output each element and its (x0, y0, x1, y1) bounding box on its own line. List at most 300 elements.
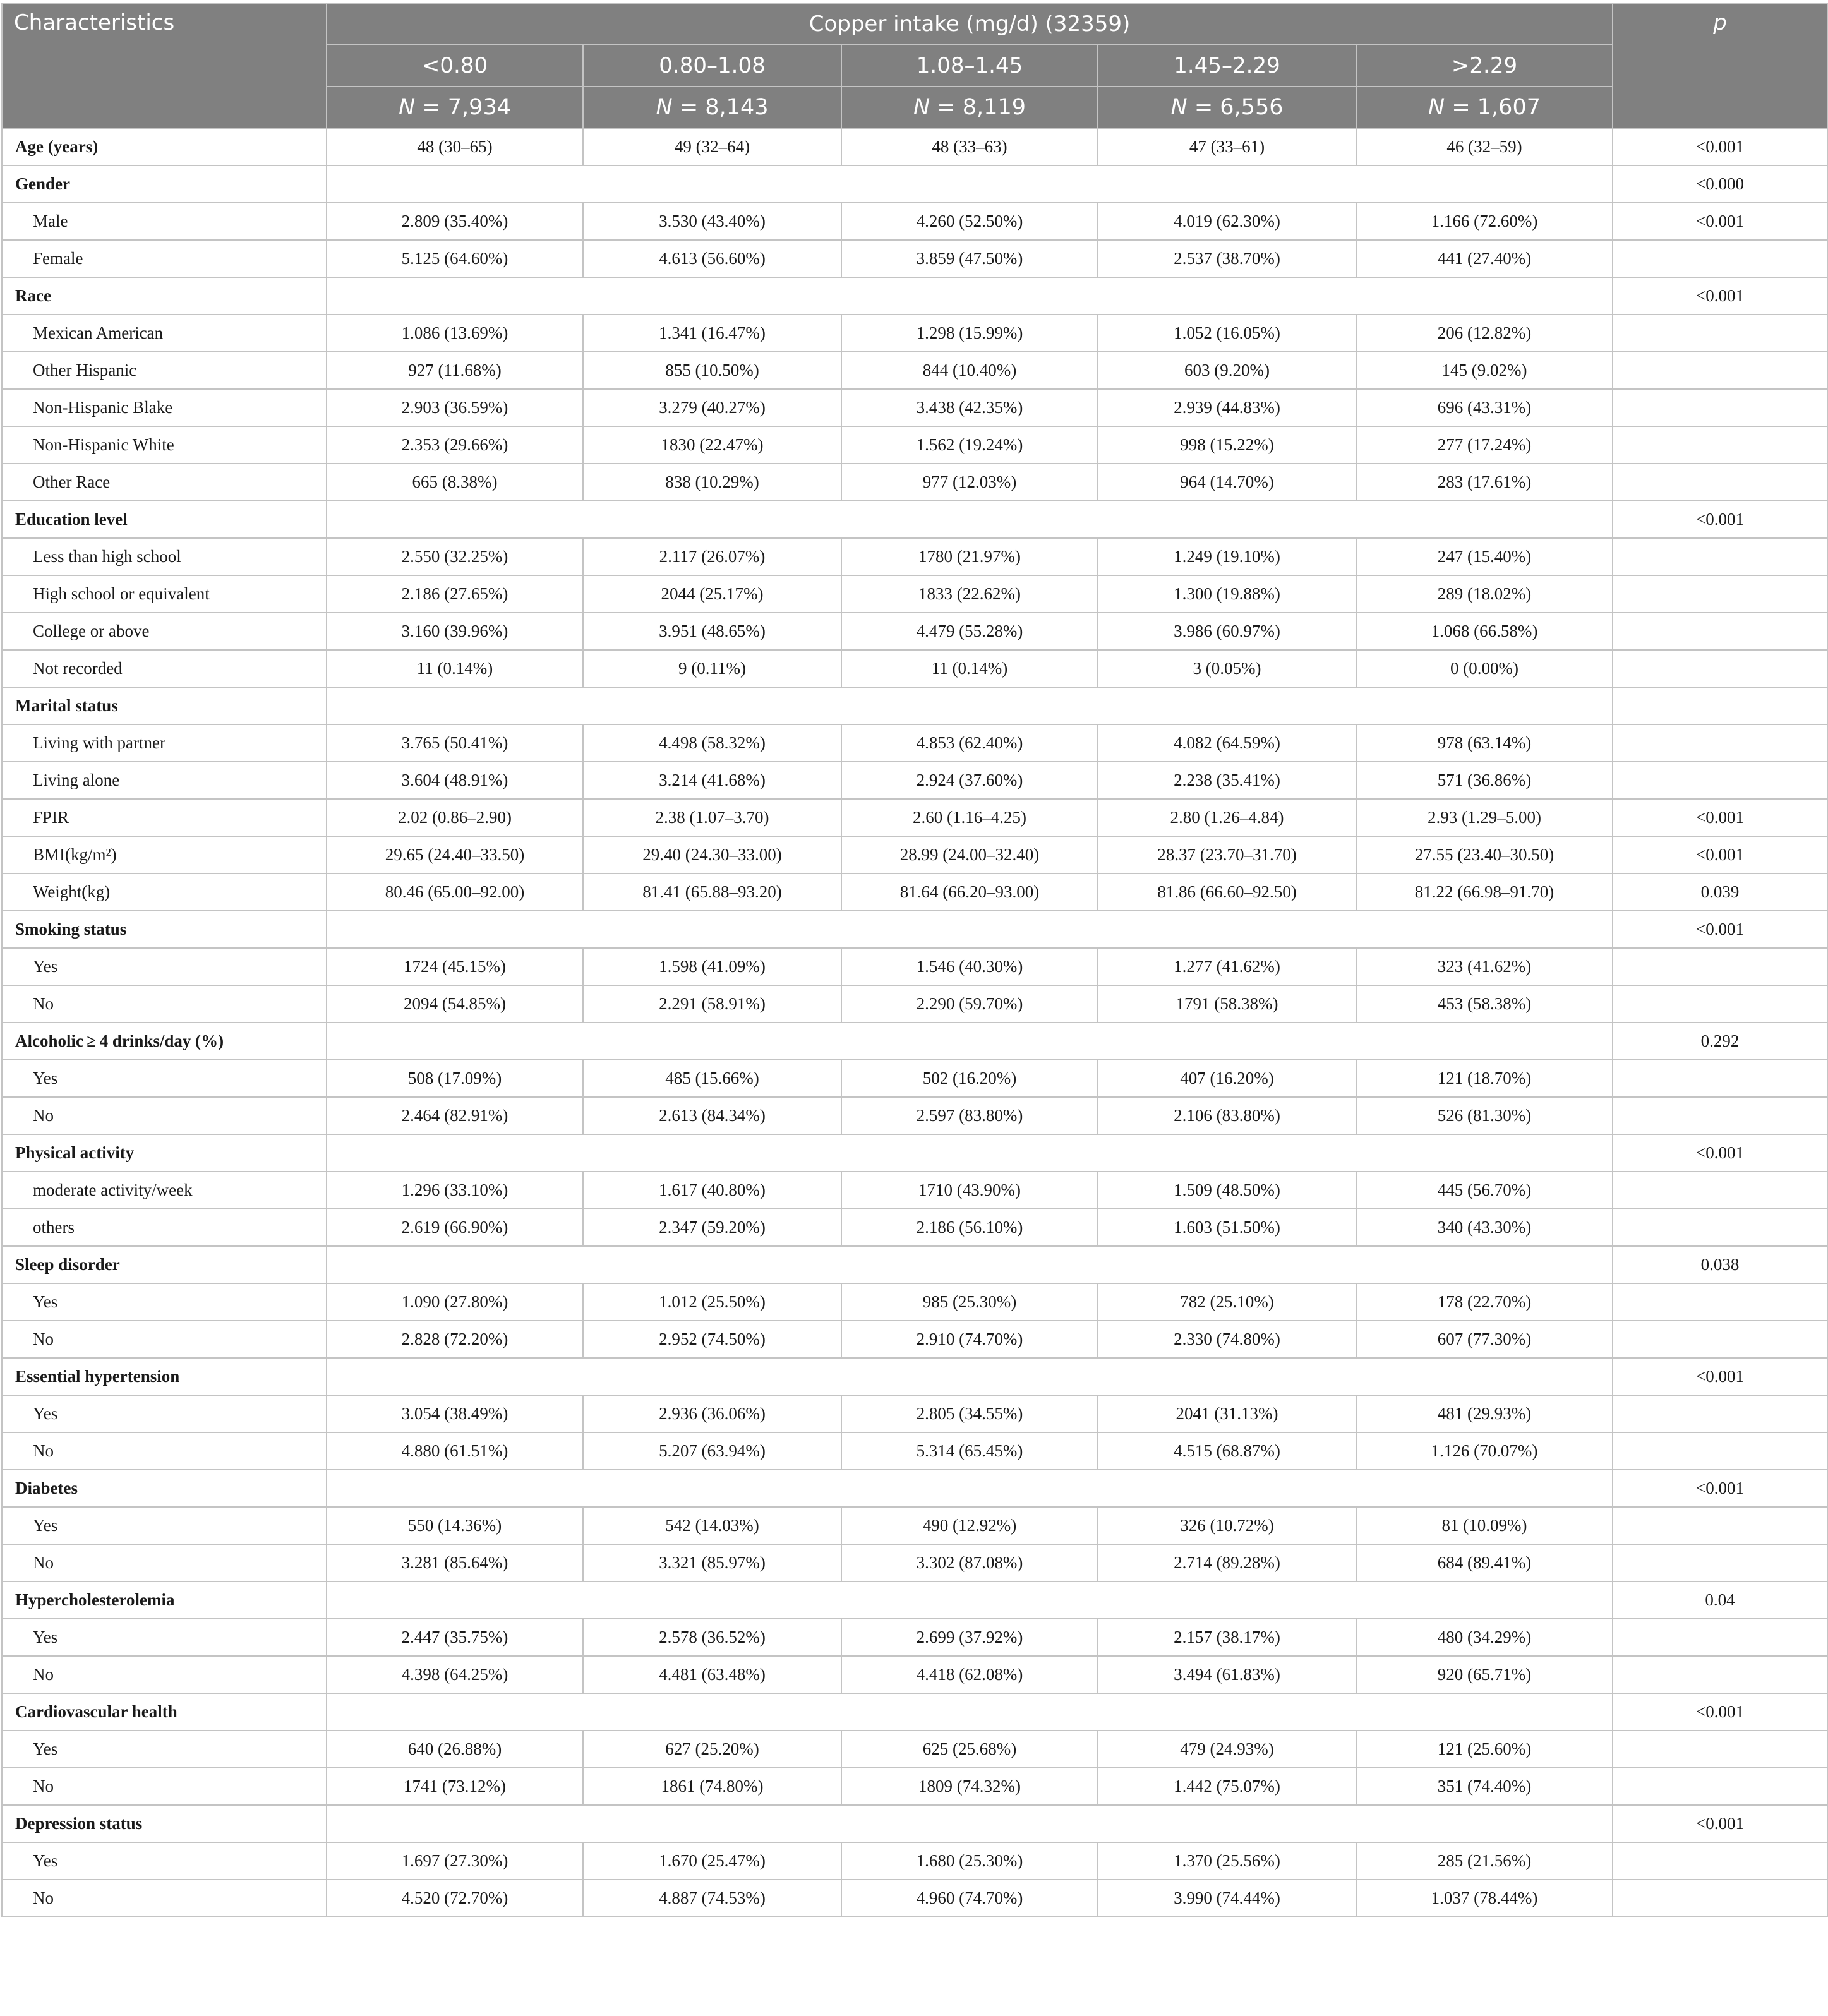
value-cell: 49 (32–64) (583, 128, 841, 165)
group-range-header: 0.80–1.08 (583, 45, 841, 87)
group-n-value: = 8,119 (937, 95, 1026, 120)
row-label: Other Race (2, 464, 327, 501)
value-cell: 2.613 (84.34%) (583, 1097, 841, 1134)
table-row (2, 538, 1827, 575)
value-cell: 2.38 (1.07–3.70) (583, 799, 841, 836)
row-label: No (2, 1321, 327, 1358)
p-value-header: p (1613, 3, 1827, 128)
empty-span-cell (327, 1470, 1613, 1507)
p-value-cell (1613, 1283, 1827, 1321)
value-cell: 206 (12.82%) (1356, 315, 1613, 352)
p-value-cell (1613, 1060, 1827, 1097)
value-cell: 2.447 (35.75%) (327, 1619, 583, 1656)
row-label: Diabetes (2, 1470, 327, 1507)
table-row (2, 1172, 1827, 1209)
row-label: Living with partner (2, 724, 327, 762)
table-row (2, 277, 1827, 315)
value-cell: 3.986 (60.97%) (1098, 613, 1356, 650)
empty-span-cell (327, 277, 1613, 315)
value-cell: 1833 (22.62%) (841, 575, 1098, 613)
row-label: Race (2, 277, 327, 315)
p-value-cell (1613, 426, 1827, 464)
value-cell: 1.166 (72.60%) (1356, 203, 1613, 240)
value-cell: 80.46 (65.00–92.00) (327, 873, 583, 911)
table-row (2, 836, 1827, 873)
value-cell: 46 (32–59) (1356, 128, 1613, 165)
value-cell: 2.291 (58.91%) (583, 985, 841, 1023)
value-cell: 351 (74.40%) (1356, 1768, 1613, 1805)
table-row (2, 1619, 1827, 1656)
value-cell: 1.598 (41.09%) (583, 948, 841, 985)
value-cell: 1710 (43.90%) (841, 1172, 1098, 1209)
value-cell: 998 (15.22%) (1098, 426, 1356, 464)
table-row (2, 1656, 1827, 1693)
row-label: College or above (2, 613, 327, 650)
n-symbol: N (399, 95, 416, 120)
table-row (2, 389, 1827, 426)
p-value-cell (1613, 1544, 1827, 1581)
value-cell: 920 (65.71%) (1356, 1656, 1613, 1693)
value-cell: 285 (21.56%) (1356, 1842, 1613, 1880)
table-row (2, 1023, 1827, 1060)
row-label: High school or equivalent (2, 575, 327, 613)
p-value-cell: <0.001 (1613, 128, 1827, 165)
value-cell: 3.214 (41.68%) (583, 762, 841, 799)
value-cell: 47 (33–61) (1098, 128, 1356, 165)
value-cell: 1.300 (19.88%) (1098, 575, 1356, 613)
row-label: No (2, 1880, 327, 1917)
value-cell: 2.550 (32.25%) (327, 538, 583, 575)
value-cell: 3.160 (39.96%) (327, 613, 583, 650)
group-n-header (327, 87, 583, 128)
value-cell: 1.442 (75.07%) (1098, 1768, 1356, 1805)
table-row (2, 1581, 1827, 1619)
value-cell: 3.321 (85.97%) (583, 1544, 841, 1581)
value-cell: 4.887 (74.53%) (583, 1880, 841, 1917)
table-body (2, 128, 1827, 1917)
row-label: No (2, 1432, 327, 1470)
value-cell: 1.037 (78.44%) (1356, 1880, 1613, 1917)
characteristics-header: Characteristics (2, 3, 327, 128)
value-cell: 607 (77.30%) (1356, 1321, 1613, 1358)
value-cell: 5.314 (65.45%) (841, 1432, 1098, 1470)
value-cell: 1.617 (40.80%) (583, 1172, 841, 1209)
table-row (2, 203, 1827, 240)
value-cell: 1.509 (48.50%) (1098, 1172, 1356, 1209)
table-row (2, 426, 1827, 464)
row-label: Non-Hispanic Blake (2, 389, 327, 426)
value-cell: 542 (14.03%) (583, 1507, 841, 1544)
row-label: No (2, 1768, 327, 1805)
value-cell: 855 (10.50%) (583, 352, 841, 389)
empty-span-cell (327, 1805, 1613, 1842)
row-label: Marital status (2, 687, 327, 724)
table-row (2, 911, 1827, 948)
value-cell: 640 (26.88%) (327, 1731, 583, 1768)
p-value-cell: <0.000 (1613, 165, 1827, 203)
value-cell: 2.903 (36.59%) (327, 389, 583, 426)
value-cell: 4.418 (62.08%) (841, 1656, 1098, 1693)
value-cell: 4.613 (56.60%) (583, 240, 841, 277)
value-cell: 2.80 (1.26–4.84) (1098, 799, 1356, 836)
n-symbol: N (656, 95, 673, 120)
p-value-cell: <0.001 (1613, 277, 1827, 315)
value-cell: 479 (24.93%) (1098, 1731, 1356, 1768)
table-row (2, 1805, 1827, 1842)
value-cell: 1.298 (15.99%) (841, 315, 1098, 352)
row-label: Education level (2, 501, 327, 538)
value-cell: 2.952 (74.50%) (583, 1321, 841, 1358)
group-n-value: = 8,143 (679, 95, 769, 120)
value-cell: 3.279 (40.27%) (583, 389, 841, 426)
value-cell: 11 (0.14%) (327, 650, 583, 687)
table-row (2, 575, 1827, 613)
value-cell: 3.530 (43.40%) (583, 203, 841, 240)
value-cell: 247 (15.40%) (1356, 538, 1613, 575)
row-label: Yes (2, 1060, 327, 1097)
p-value-cell (1613, 1395, 1827, 1432)
p-value-cell: <0.001 (1613, 1134, 1827, 1172)
p-value-cell (1613, 1768, 1827, 1805)
table-row (2, 1842, 1827, 1880)
row-label: Other Hispanic (2, 352, 327, 389)
value-cell: 550 (14.36%) (327, 1507, 583, 1544)
value-cell: 1.068 (66.58%) (1356, 613, 1613, 650)
value-cell: 2.699 (37.92%) (841, 1619, 1098, 1656)
value-cell: 28.37 (23.70–31.70) (1098, 836, 1356, 873)
value-cell: 2.714 (89.28%) (1098, 1544, 1356, 1581)
p-value-cell (1613, 650, 1827, 687)
table-row (2, 1880, 1827, 1917)
table-header (2, 3, 1827, 128)
value-cell: 1741 (73.12%) (327, 1768, 583, 1805)
group-range-header: 1.08–1.45 (841, 45, 1098, 87)
value-cell: 1.341 (16.47%) (583, 315, 841, 352)
value-cell: 4.479 (55.28%) (841, 613, 1098, 650)
group-range-header: 1.45–2.29 (1098, 45, 1356, 87)
value-cell: 4.398 (64.25%) (327, 1656, 583, 1693)
p-value-cell: <0.001 (1613, 1470, 1827, 1507)
value-cell: 407 (16.20%) (1098, 1060, 1356, 1097)
value-cell: 1780 (21.97%) (841, 538, 1098, 575)
p-value-cell: 0.039 (1613, 873, 1827, 911)
p-value-cell (1613, 575, 1827, 613)
p-value-cell: 0.292 (1613, 1023, 1827, 1060)
p-value-cell (1613, 1656, 1827, 1693)
value-cell: 1.680 (25.30%) (841, 1842, 1098, 1880)
p-value-cell: 0.04 (1613, 1581, 1827, 1619)
p-value-cell (1613, 1321, 1827, 1358)
value-cell: 2.939 (44.83%) (1098, 389, 1356, 426)
p-value-cell (1613, 948, 1827, 985)
value-cell: 2.809 (35.40%) (327, 203, 583, 240)
table-row (2, 1209, 1827, 1246)
value-cell: 121 (25.60%) (1356, 1731, 1613, 1768)
table-row (2, 1321, 1827, 1358)
value-cell: 2.186 (27.65%) (327, 575, 583, 613)
value-cell: 283 (17.61%) (1356, 464, 1613, 501)
value-cell: 2.936 (36.06%) (583, 1395, 841, 1432)
value-cell: 4.853 (62.40%) (841, 724, 1098, 762)
empty-span-cell (327, 1246, 1613, 1283)
value-cell: 5.125 (64.60%) (327, 240, 583, 277)
p-value-cell (1613, 613, 1827, 650)
table-row (2, 1693, 1827, 1731)
row-label: Living alone (2, 762, 327, 799)
row-label: Weight(kg) (2, 873, 327, 911)
row-label: Cardiovascular health (2, 1693, 327, 1731)
table-row (2, 315, 1827, 352)
value-cell: 2.924 (37.60%) (841, 762, 1098, 799)
value-cell: 81.22 (66.98–91.70) (1356, 873, 1613, 911)
table-row (2, 1470, 1827, 1507)
table-row (2, 650, 1827, 687)
p-value-cell (1613, 985, 1827, 1023)
value-cell: 4.498 (58.32%) (583, 724, 841, 762)
value-cell: 502 (16.20%) (841, 1060, 1098, 1097)
value-cell: 453 (58.38%) (1356, 985, 1613, 1023)
value-cell: 1.562 (19.24%) (841, 426, 1098, 464)
p-value-cell (1613, 464, 1827, 501)
row-label: FPIR (2, 799, 327, 836)
row-label: Yes (2, 1395, 327, 1432)
value-cell: 4.082 (64.59%) (1098, 724, 1356, 762)
row-label: BMI(kg/m²) (2, 836, 327, 873)
table-row (2, 1134, 1827, 1172)
value-cell: 927 (11.68%) (327, 352, 583, 389)
value-cell: 441 (27.40%) (1356, 240, 1613, 277)
value-cell: 4.481 (63.48%) (583, 1656, 841, 1693)
value-cell: 1.546 (40.30%) (841, 948, 1098, 985)
value-cell: 4.260 (52.50%) (841, 203, 1098, 240)
value-cell: 480 (34.29%) (1356, 1619, 1613, 1656)
value-cell: 29.40 (24.30–33.00) (583, 836, 841, 873)
value-cell: 3.859 (47.50%) (841, 240, 1098, 277)
row-label: Non-Hispanic White (2, 426, 327, 464)
table-row (2, 352, 1827, 389)
p-value-cell (1613, 1432, 1827, 1470)
group-n-value: = 6,556 (1194, 95, 1284, 120)
p-value-cell (1613, 1880, 1827, 1917)
value-cell: 4.880 (61.51%) (327, 1432, 583, 1470)
table-row (2, 1731, 1827, 1768)
value-cell: 2.353 (29.66%) (327, 426, 583, 464)
table-row (2, 1358, 1827, 1395)
n-symbol: N (1428, 95, 1445, 120)
value-cell: 29.65 (24.40–33.50) (327, 836, 583, 873)
row-label: No (2, 1097, 327, 1134)
value-cell: 603 (9.20%) (1098, 352, 1356, 389)
table-row (2, 240, 1827, 277)
value-cell: 2.347 (59.20%) (583, 1209, 841, 1246)
row-label: Female (2, 240, 327, 277)
table-row (2, 1097, 1827, 1134)
value-cell: 277 (17.24%) (1356, 426, 1613, 464)
value-cell: 2044 (25.17%) (583, 575, 841, 613)
value-cell: 2.464 (82.91%) (327, 1097, 583, 1134)
value-cell: 665 (8.38%) (327, 464, 583, 501)
value-cell: 696 (43.31%) (1356, 389, 1613, 426)
value-cell: 48 (33–63) (841, 128, 1098, 165)
table-row (2, 1432, 1827, 1470)
value-cell: 81 (10.09%) (1356, 1507, 1613, 1544)
value-cell: 81.64 (66.20–93.00) (841, 873, 1098, 911)
value-cell: 3.494 (61.83%) (1098, 1656, 1356, 1693)
row-label: Yes (2, 1283, 327, 1321)
table-row (2, 1507, 1827, 1544)
row-label: Mexican American (2, 315, 327, 352)
table-row (2, 724, 1827, 762)
value-cell: 3 (0.05%) (1098, 650, 1356, 687)
value-cell: 571 (36.86%) (1356, 762, 1613, 799)
row-label: moderate activity/week (2, 1172, 327, 1209)
value-cell: 2.330 (74.80%) (1098, 1321, 1356, 1358)
group-n-header (583, 87, 841, 128)
value-cell: 3.438 (42.35%) (841, 389, 1098, 426)
group-n-header (1098, 87, 1356, 128)
group-n-header (1356, 87, 1613, 128)
row-label: Yes (2, 1507, 327, 1544)
value-cell: 2.02 (0.86–2.90) (327, 799, 583, 836)
group-n-header (841, 87, 1098, 128)
value-cell: 3.990 (74.44%) (1098, 1880, 1356, 1917)
row-label: Not recorded (2, 650, 327, 687)
value-cell: 27.55 (23.40–30.50) (1356, 836, 1613, 873)
value-cell: 2.117 (26.07%) (583, 538, 841, 575)
row-label: Physical activity (2, 1134, 327, 1172)
table-row (2, 762, 1827, 799)
value-cell: 2.910 (74.70%) (841, 1321, 1098, 1358)
p-value-cell (1613, 352, 1827, 389)
value-cell: 145 (9.02%) (1356, 352, 1613, 389)
row-label: Yes (2, 1731, 327, 1768)
p-value-cell (1613, 1842, 1827, 1880)
value-cell: 2.597 (83.80%) (841, 1097, 1098, 1134)
table-row (2, 1060, 1827, 1097)
p-value-cell (1613, 538, 1827, 575)
value-cell: 1.052 (16.05%) (1098, 315, 1356, 352)
empty-span-cell (327, 1693, 1613, 1731)
row-label: Hypercholesterolemia (2, 1581, 327, 1619)
p-value-cell: <0.001 (1613, 911, 1827, 948)
row-label: Yes (2, 1842, 327, 1880)
p-value-cell: <0.001 (1613, 203, 1827, 240)
value-cell: 289 (18.02%) (1356, 575, 1613, 613)
group-n-value: = 7,934 (422, 95, 511, 120)
row-label: Gender (2, 165, 327, 203)
value-cell: 1861 (74.80%) (583, 1768, 841, 1805)
table-row (2, 948, 1827, 985)
value-cell: 2.828 (72.20%) (327, 1321, 583, 1358)
value-cell: 838 (10.29%) (583, 464, 841, 501)
p-value-cell (1613, 1209, 1827, 1246)
value-cell: 11 (0.14%) (841, 650, 1098, 687)
value-cell: 81.86 (66.60–92.50) (1098, 873, 1356, 911)
p-value-cell (1613, 240, 1827, 277)
value-cell: 1791 (58.38%) (1098, 985, 1356, 1023)
value-cell: 684 (89.41%) (1356, 1544, 1613, 1581)
p-value-cell (1613, 1507, 1827, 1544)
value-cell: 2.619 (66.90%) (327, 1209, 583, 1246)
value-cell: 2041 (31.13%) (1098, 1395, 1356, 1432)
value-cell: 2094 (54.85%) (327, 985, 583, 1023)
p-value-cell: 0.038 (1613, 1246, 1827, 1283)
p-value-cell: <0.001 (1613, 1805, 1827, 1842)
value-cell: 2.290 (59.70%) (841, 985, 1098, 1023)
value-cell: 1.086 (13.69%) (327, 315, 583, 352)
value-cell: 2.238 (35.41%) (1098, 762, 1356, 799)
value-cell: 526 (81.30%) (1356, 1097, 1613, 1134)
table-row (2, 687, 1827, 724)
table-row (2, 464, 1827, 501)
row-label: others (2, 1209, 327, 1246)
row-label: No (2, 1656, 327, 1693)
table-row (2, 1768, 1827, 1805)
p-value-cell: <0.001 (1613, 501, 1827, 538)
row-label: Yes (2, 1619, 327, 1656)
value-cell: 4.515 (68.87%) (1098, 1432, 1356, 1470)
value-cell: 1.277 (41.62%) (1098, 948, 1356, 985)
value-cell: 1809 (74.32%) (841, 1768, 1098, 1805)
value-cell: 490 (12.92%) (841, 1507, 1098, 1544)
row-label: Age (years) (2, 128, 327, 165)
value-cell: 2.186 (56.10%) (841, 1209, 1098, 1246)
value-cell: 3.604 (48.91%) (327, 762, 583, 799)
row-label: Smoking status (2, 911, 327, 948)
value-cell: 178 (22.70%) (1356, 1283, 1613, 1321)
table-row (2, 501, 1827, 538)
value-cell: 340 (43.30%) (1356, 1209, 1613, 1246)
value-cell: 627 (25.20%) (583, 1731, 841, 1768)
value-cell: 844 (10.40%) (841, 352, 1098, 389)
value-cell: 2.157 (38.17%) (1098, 1619, 1356, 1656)
table-row (2, 1246, 1827, 1283)
value-cell: 1.249 (19.10%) (1098, 538, 1356, 575)
table-row (2, 1395, 1827, 1432)
empty-span-cell (327, 501, 1613, 538)
empty-span-cell (327, 1358, 1613, 1395)
value-cell: 1.697 (27.30%) (327, 1842, 583, 1880)
value-cell: 485 (15.66%) (583, 1060, 841, 1097)
group-n-value: = 1,607 (1452, 95, 1541, 120)
row-label: Depression status (2, 1805, 327, 1842)
value-cell: 121 (18.70%) (1356, 1060, 1613, 1097)
n-symbol: N (1170, 95, 1188, 120)
p-value-cell (1613, 389, 1827, 426)
copper-intake-header: Copper intake (mg/d) (32359) (327, 3, 1613, 45)
value-cell: 2.60 (1.16–4.25) (841, 799, 1098, 836)
value-cell: 81.41 (65.88–93.20) (583, 873, 841, 911)
table-row (2, 873, 1827, 911)
value-cell: 481 (29.93%) (1356, 1395, 1613, 1432)
value-cell: 0 (0.00%) (1356, 650, 1613, 687)
value-cell: 1.370 (25.56%) (1098, 1842, 1356, 1880)
table-row (2, 799, 1827, 836)
group-range-header: <0.80 (327, 45, 583, 87)
p-value-cell (1613, 724, 1827, 762)
row-label: No (2, 985, 327, 1023)
row-label: Essential hypertension (2, 1358, 327, 1395)
value-cell: 9 (0.11%) (583, 650, 841, 687)
empty-span-cell (327, 165, 1613, 203)
value-cell: 4.019 (62.30%) (1098, 203, 1356, 240)
p-value-cell: <0.001 (1613, 799, 1827, 836)
value-cell: 508 (17.09%) (327, 1060, 583, 1097)
value-cell: 3.302 (87.08%) (841, 1544, 1098, 1581)
table-row (2, 1283, 1827, 1321)
value-cell: 326 (10.72%) (1098, 1507, 1356, 1544)
value-cell: 3.054 (38.49%) (327, 1395, 583, 1432)
